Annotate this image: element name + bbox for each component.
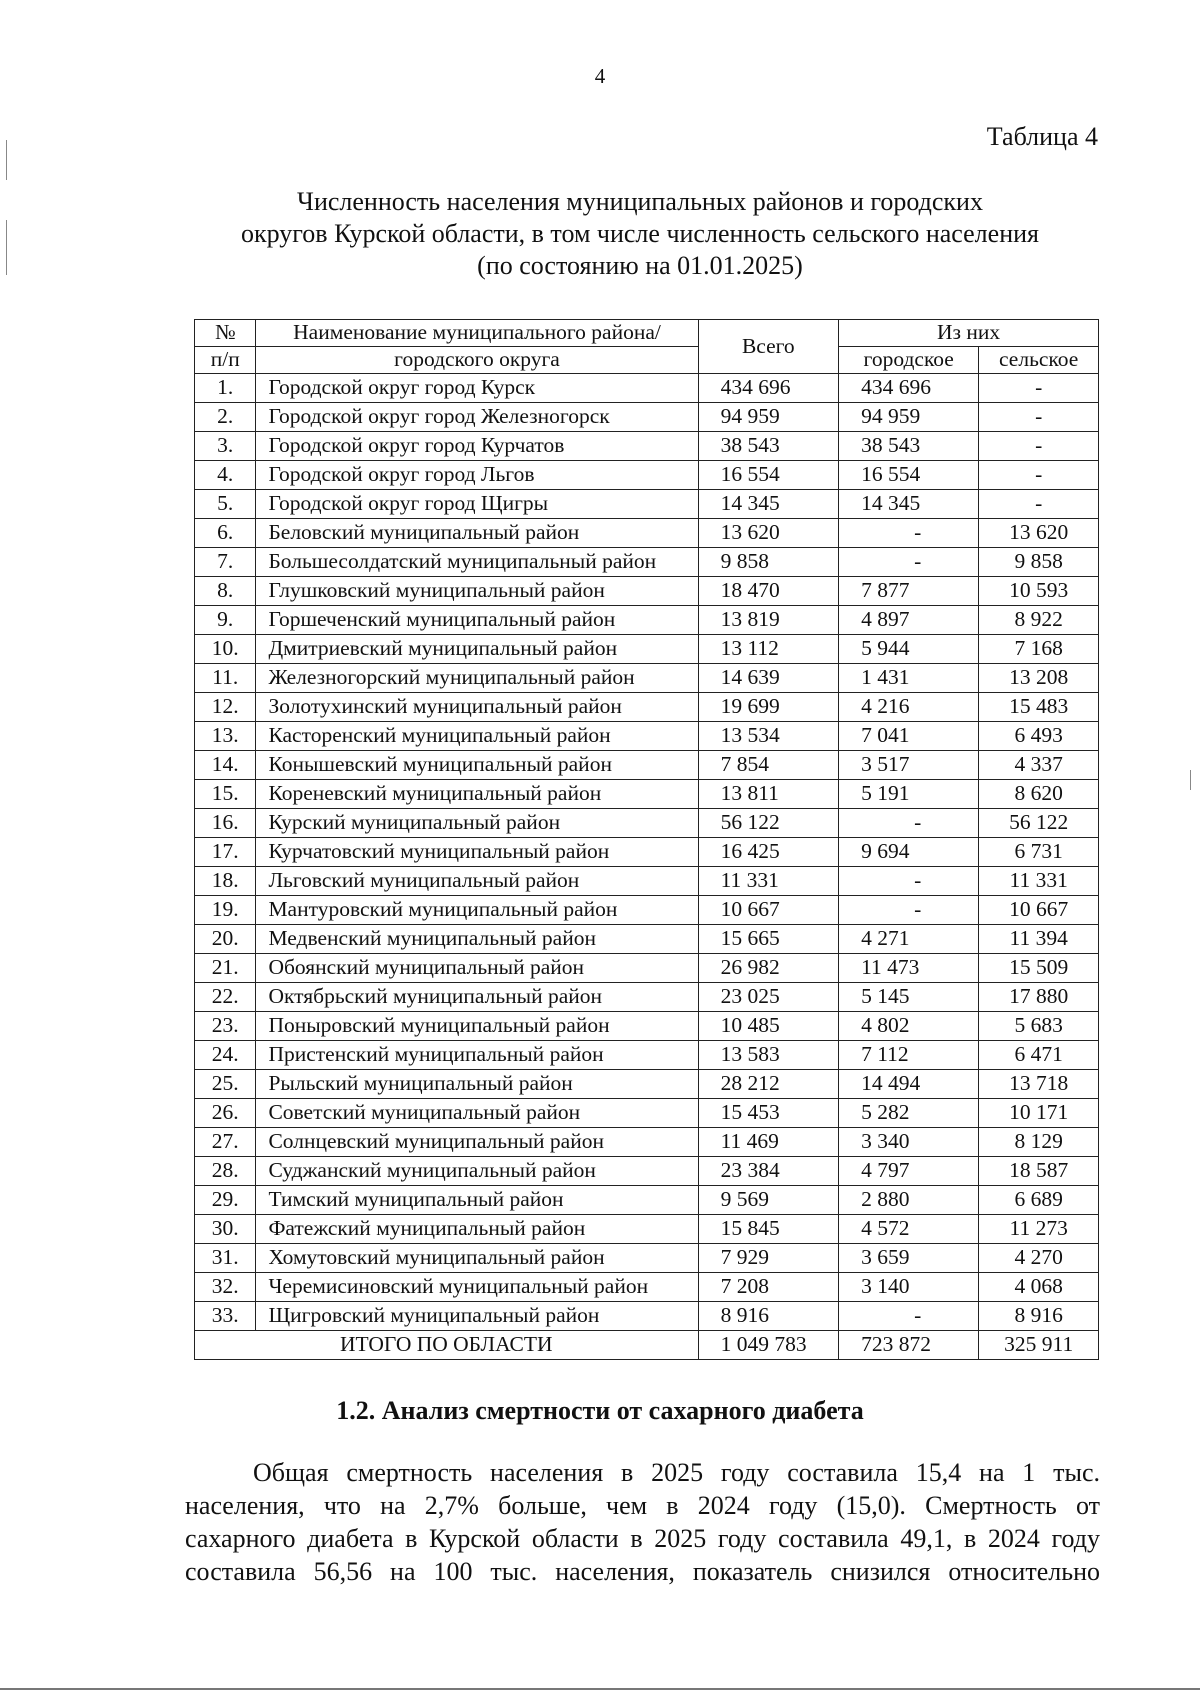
row-rural: 9 858	[979, 548, 1099, 577]
table-row	[195, 722, 1099, 751]
row-num: 21.	[195, 954, 256, 983]
row-name: Мантуровский муниципальный район	[256, 896, 698, 925]
row-num: 6.	[195, 519, 256, 548]
row-total: 11 469	[698, 1128, 838, 1157]
row-rural: 13 208	[979, 664, 1099, 693]
row-urban: 9 694	[839, 838, 979, 867]
row-name: Беловский муниципальный район	[256, 519, 698, 548]
header-num	[195, 320, 256, 347]
row-urban: 14 345	[839, 490, 979, 519]
row-num: 5.	[195, 490, 256, 519]
row-urban: 434 696	[839, 374, 979, 403]
row-total: 10 485	[698, 1012, 838, 1041]
row-num: 2.	[195, 403, 256, 432]
paragraph-line: сахарного диабета в Курской области в 2025 году составила 49,1, в 2024 году	[185, 1524, 1100, 1553]
row-total: 7 854	[698, 751, 838, 780]
row-num: 23.	[195, 1012, 256, 1041]
row-urban: 5 191	[839, 780, 979, 809]
row-rural: 6 471	[979, 1041, 1099, 1070]
row-num: 26.	[195, 1099, 256, 1128]
row-urban: 16 554	[839, 461, 979, 490]
row-total: 16 554	[698, 461, 838, 490]
header-name-line2: городского округа	[394, 347, 560, 372]
row-num: 27.	[195, 1128, 256, 1157]
table-row	[195, 693, 1099, 722]
header-urban: городское	[839, 347, 979, 374]
table-row	[195, 432, 1099, 461]
header-of-them: Из них	[839, 320, 1099, 347]
row-total: 15 845	[698, 1215, 838, 1244]
row-total: 13 819	[698, 606, 838, 635]
row-rural: 6 731	[979, 838, 1099, 867]
row-rural: 15 483	[979, 693, 1099, 722]
row-urban: -	[839, 519, 979, 548]
row-total: 10 667	[698, 896, 838, 925]
table-row	[195, 809, 1099, 838]
header-total: Всего	[698, 320, 838, 374]
row-num: 16.	[195, 809, 256, 838]
row-urban: 4 797	[839, 1157, 979, 1186]
row-name: Суджанский муниципальный район	[256, 1157, 698, 1186]
total-rural: 325 911	[979, 1331, 1099, 1360]
row-rural: 4 337	[979, 751, 1099, 780]
row-num: 7.	[195, 548, 256, 577]
row-name: Обоянский муниципальный район	[256, 954, 698, 983]
row-total: 7 929	[698, 1244, 838, 1273]
row-total: 14 639	[698, 664, 838, 693]
table-row	[195, 1041, 1099, 1070]
scan-artifact	[6, 140, 7, 180]
row-name: Железногорский муниципальный район	[256, 664, 698, 693]
table-caption: Таблица 4	[986, 122, 1098, 151]
row-rural: 5 683	[979, 1012, 1099, 1041]
row-urban: -	[839, 1302, 979, 1331]
row-name: Щигровский муниципальный район	[256, 1302, 698, 1331]
row-num: 4.	[195, 461, 256, 490]
row-name: Черемисиновский муниципальный район	[256, 1273, 698, 1302]
row-rural: 8 620	[979, 780, 1099, 809]
table-row	[195, 403, 1099, 432]
row-urban: 14 494	[839, 1070, 979, 1099]
row-rural: -	[979, 490, 1099, 519]
table-row	[195, 1244, 1099, 1273]
table-title-line: (по состоянию на 01.01.2025)	[477, 251, 803, 280]
row-urban: -	[839, 896, 979, 925]
row-name: Городской округ город Льгов	[256, 461, 698, 490]
row-rural: 11 331	[979, 867, 1099, 896]
row-name: Конышевский муниципальный район	[256, 751, 698, 780]
table-row	[195, 751, 1099, 780]
table-row	[195, 983, 1099, 1012]
row-name: Большесолдатский муниципальный район	[256, 548, 698, 577]
row-urban: 1 431	[839, 664, 979, 693]
row-rural: -	[979, 461, 1099, 490]
row-name: Поныровский муниципальный район	[256, 1012, 698, 1041]
row-rural: 17 880	[979, 983, 1099, 1012]
table-row	[195, 461, 1099, 490]
row-num: 9.	[195, 606, 256, 635]
header-num-2	[195, 347, 256, 374]
row-name: Льговский муниципальный район	[256, 867, 698, 896]
header-rural: сельское	[979, 347, 1099, 374]
body-paragraph	[185, 1456, 1100, 1588]
row-num: 1.	[195, 374, 256, 403]
table-row	[195, 374, 1099, 403]
row-total: 13 811	[698, 780, 838, 809]
row-total: 56 122	[698, 809, 838, 838]
row-total: 11 331	[698, 867, 838, 896]
row-total: 13 534	[698, 722, 838, 751]
row-urban: 94 959	[839, 403, 979, 432]
population-table	[194, 319, 1099, 1360]
row-urban: 4 802	[839, 1012, 979, 1041]
paragraph-line: Общая смертность населения в 2025 году составила 15,4 на 1 тыс.	[253, 1458, 1100, 1487]
row-urban: 7 877	[839, 577, 979, 606]
row-name: Курчатовский муниципальный район	[256, 838, 698, 867]
row-name: Кореневский муниципальный район	[256, 780, 698, 809]
table-title-line: округов Курской области, в том числе численность сельского населения	[241, 219, 1039, 248]
row-name: Рыльский муниципальный район	[256, 1070, 698, 1099]
table-row	[195, 1128, 1099, 1157]
row-urban: 5 944	[839, 635, 979, 664]
row-total: 8 916	[698, 1302, 838, 1331]
row-rural: -	[979, 432, 1099, 461]
table-title-line: Численность населения муниципальных районов и городских	[297, 187, 983, 216]
table-row	[195, 519, 1099, 548]
row-urban: 4 271	[839, 925, 979, 954]
row-name: Октябрьский муниципальный район	[256, 983, 698, 1012]
row-rural: 10 171	[979, 1099, 1099, 1128]
row-num: 11.	[195, 664, 256, 693]
row-urban: 5 282	[839, 1099, 979, 1128]
row-total: 18 470	[698, 577, 838, 606]
table-row	[195, 606, 1099, 635]
row-urban: 3 140	[839, 1273, 979, 1302]
row-num: 3.	[195, 432, 256, 461]
table-row	[195, 925, 1099, 954]
row-num: 10.	[195, 635, 256, 664]
row-total: 15 453	[698, 1099, 838, 1128]
header-name-2	[256, 347, 698, 374]
row-num: 29.	[195, 1186, 256, 1215]
row-name: Тимский муниципальный район	[256, 1186, 698, 1215]
row-urban: 7 041	[839, 722, 979, 751]
page-number: 4	[594, 64, 606, 88]
row-total: 16 425	[698, 838, 838, 867]
row-rural: 56 122	[979, 809, 1099, 838]
total-row	[195, 1331, 1099, 1360]
row-urban: 7 112	[839, 1041, 979, 1070]
table-row	[195, 1215, 1099, 1244]
table-row	[195, 1186, 1099, 1215]
scan-artifact	[1190, 770, 1191, 790]
row-total: 434 696	[698, 374, 838, 403]
table-row	[195, 1012, 1099, 1041]
section-heading: 1.2. Анализ смертности от сахарного диабета	[336, 1396, 864, 1425]
row-urban: 2 880	[839, 1186, 979, 1215]
row-name: Глушковский муниципальный район	[256, 577, 698, 606]
row-name: Солнцевский муниципальный район	[256, 1128, 698, 1157]
row-num: 12.	[195, 693, 256, 722]
row-urban: 11 473	[839, 954, 979, 983]
row-num: 22.	[195, 983, 256, 1012]
paragraph-line: населения, что на 2,7% больше, чем в 2024 году (15,0). Смертность от	[185, 1491, 1100, 1520]
row-total: 26 982	[698, 954, 838, 983]
total-label: ИТОГО ПО ОБЛАСТИ	[195, 1331, 699, 1360]
row-name: Городской округ город Железногорск	[256, 403, 698, 432]
row-rural: 6 493	[979, 722, 1099, 751]
row-rural: 10 667	[979, 896, 1099, 925]
row-total: 13 583	[698, 1041, 838, 1070]
table-row	[195, 780, 1099, 809]
row-rural: 13 620	[979, 519, 1099, 548]
row-name: Городской округ город Курчатов	[256, 432, 698, 461]
row-name: Горшеченский муниципальный район	[256, 606, 698, 635]
row-urban: 4 897	[839, 606, 979, 635]
row-name: Городской округ город Щигры	[256, 490, 698, 519]
header-name	[256, 320, 698, 347]
row-rural: 11 394	[979, 925, 1099, 954]
table-row	[195, 577, 1099, 606]
row-num: 30.	[195, 1215, 256, 1244]
row-rural: -	[979, 403, 1099, 432]
table-title	[190, 186, 1090, 282]
row-num: 25.	[195, 1070, 256, 1099]
row-name: Городской округ город Курск	[256, 374, 698, 403]
table-row	[195, 1099, 1099, 1128]
row-num: 15.	[195, 780, 256, 809]
table-row	[195, 1070, 1099, 1099]
table-row	[195, 635, 1099, 664]
row-name: Касторенский муниципальный район	[256, 722, 698, 751]
table-row	[195, 838, 1099, 867]
row-rural: 6 689	[979, 1186, 1099, 1215]
row-urban: 3 659	[839, 1244, 979, 1273]
row-total: 9 569	[698, 1186, 838, 1215]
row-num: 18.	[195, 867, 256, 896]
row-name: Фатежский муниципальный район	[256, 1215, 698, 1244]
row-urban: 4 216	[839, 693, 979, 722]
row-total: 13 620	[698, 519, 838, 548]
row-total: 15 665	[698, 925, 838, 954]
table-row	[195, 490, 1099, 519]
row-total: 14 345	[698, 490, 838, 519]
table-row	[195, 664, 1099, 693]
row-rural: 8 129	[979, 1128, 1099, 1157]
row-total: 94 959	[698, 403, 838, 432]
table-row	[195, 1157, 1099, 1186]
row-num: 33.	[195, 1302, 256, 1331]
row-total: 13 112	[698, 635, 838, 664]
row-rural: 8 922	[979, 606, 1099, 635]
table-row	[195, 867, 1099, 896]
row-name: Дмитриевский муниципальный район	[256, 635, 698, 664]
row-urban: 3 517	[839, 751, 979, 780]
row-urban: 3 340	[839, 1128, 979, 1157]
row-num: 28.	[195, 1157, 256, 1186]
row-name: Золотухинский муниципальный район	[256, 693, 698, 722]
row-name: Пристенский муниципальный район	[256, 1041, 698, 1070]
row-rural: 7 168	[979, 635, 1099, 664]
table-row	[195, 548, 1099, 577]
scan-artifact	[6, 220, 7, 275]
row-total: 23 384	[698, 1157, 838, 1186]
row-rural: 10 593	[979, 577, 1099, 606]
row-urban: -	[839, 867, 979, 896]
row-urban: 5 145	[839, 983, 979, 1012]
row-name: Медвенский муниципальный район	[256, 925, 698, 954]
paragraph-line: составила 56,56 на 100 тыс. населения, показатель снизился относительно	[185, 1557, 1100, 1586]
row-rural: 4 068	[979, 1273, 1099, 1302]
row-rural: 13 718	[979, 1070, 1099, 1099]
row-name: Хомутовский муниципальный район	[256, 1244, 698, 1273]
row-rural: 15 509	[979, 954, 1099, 983]
header-name-line1: Наименование муниципального района/	[293, 320, 661, 345]
row-rural: 8 916	[979, 1302, 1099, 1331]
header-num-line2: п/п	[210, 347, 240, 372]
scan-bottom-edge	[0, 1688, 1200, 1690]
table-row	[195, 954, 1099, 983]
row-total: 23 025	[698, 983, 838, 1012]
row-name: Курский муниципальный район	[256, 809, 698, 838]
row-rural: 11 273	[979, 1215, 1099, 1244]
row-name: Советский муниципальный район	[256, 1099, 698, 1128]
row-num: 14.	[195, 751, 256, 780]
row-num: 17.	[195, 838, 256, 867]
row-num: 24.	[195, 1041, 256, 1070]
row-total: 19 699	[698, 693, 838, 722]
row-total: 9 858	[698, 548, 838, 577]
table-row	[195, 1273, 1099, 1302]
row-num: 19.	[195, 896, 256, 925]
row-total: 38 543	[698, 432, 838, 461]
row-urban: 38 543	[839, 432, 979, 461]
row-num: 31.	[195, 1244, 256, 1273]
row-num: 20.	[195, 925, 256, 954]
total-value: 1 049 783	[698, 1331, 838, 1360]
row-rural: 18 587	[979, 1157, 1099, 1186]
header-num-line1: №	[214, 320, 236, 345]
row-total: 28 212	[698, 1070, 838, 1099]
row-rural: 4 270	[979, 1244, 1099, 1273]
row-num: 13.	[195, 722, 256, 751]
row-urban: -	[839, 809, 979, 838]
row-rural: -	[979, 374, 1099, 403]
row-num: 32.	[195, 1273, 256, 1302]
total-urban: 723 872	[839, 1331, 979, 1360]
row-urban: -	[839, 548, 979, 577]
table-row	[195, 1302, 1099, 1331]
row-num: 8.	[195, 577, 256, 606]
row-total: 7 208	[698, 1273, 838, 1302]
row-urban: 4 572	[839, 1215, 979, 1244]
table-row	[195, 896, 1099, 925]
